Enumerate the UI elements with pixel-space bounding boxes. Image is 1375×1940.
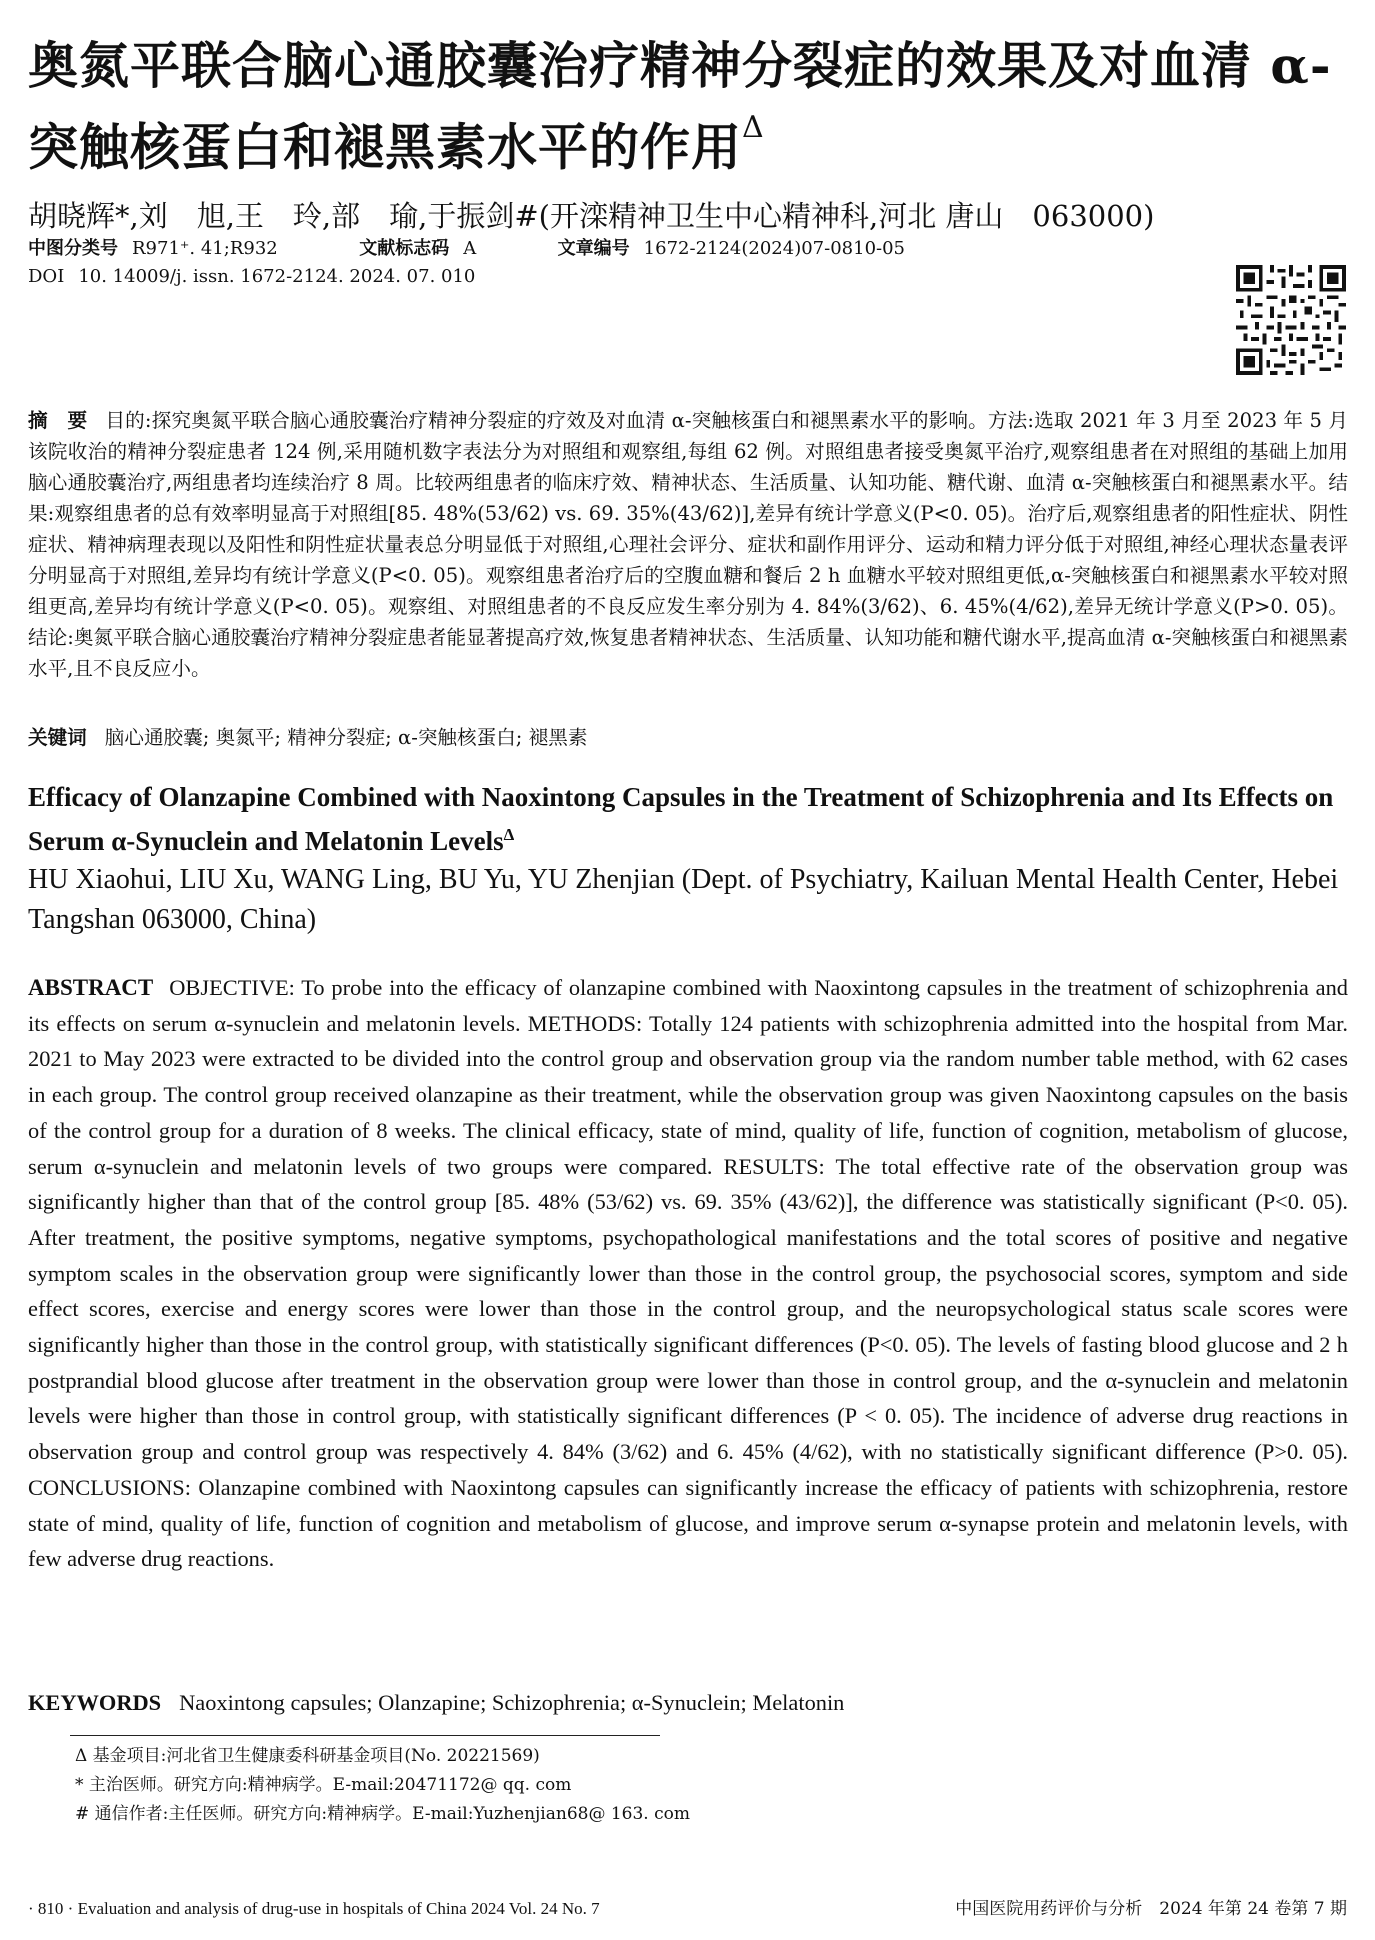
article-number-label: 文章编号 (557, 238, 630, 259)
english-keywords-text: Naoxintong capsules; Olanzapine; Schizophrenia; α-Synuclein; Melatonin (179, 1690, 845, 1715)
article-number-value: 1672-2124(2024)07-0810-05 (643, 238, 906, 259)
chinese-title-text: 奥氮平联合脑心通胶囊治疗精神分裂症的效果及对血清 α-突触核蛋白和褪黑素水平的作用 (28, 36, 1332, 177)
running-footer-right: 中国医院用药评价与分析 2024 年第 24 卷第 7 期 (955, 1899, 1347, 1919)
english-title-fund-mark: Δ (503, 825, 515, 844)
footnotes (75, 1742, 690, 1829)
footnote-corresponding-author: # 通信作者:主任医师。研究方向:精神病学。E-mail:Yuzhenjian68@ 163. com (75, 1804, 690, 1824)
english-abstract (28, 970, 1348, 1577)
english-authors: HU Xiaohui, LIU Xu, WANG Ling, BU Yu, YU Zhenjian (Dept. of Psychiatry, Kailuan Mental Health Center, Hebei Tangshan 063000, China) (28, 864, 1339, 935)
doc-code-label: 文献标志码 (359, 238, 450, 259)
footnote-first-author: * 主治医师。研究方向:精神病学。E-mail:20471172@ qq. com (75, 1775, 572, 1795)
clc-value: R971⁺. 41;R932 (132, 238, 278, 259)
clc-label: 中图分类号 (28, 238, 118, 259)
chinese-keywords-text: 脑心通胶囊; 奥氮平; 精神分裂症; α-突触核蛋白; 褪黑素 (104, 726, 588, 749)
footnote-divider (70, 1735, 660, 1736)
footnote-fund: Δ 基金项目:河北省卫生健康委科研基金项目(No. 20221569) (75, 1746, 540, 1766)
english-title (28, 778, 1348, 860)
chinese-title-fund-mark: Δ (742, 110, 765, 145)
doi-value: 10. 14009/j. issn. 1672-2124. 2024. 07. 010 (78, 266, 476, 287)
english-title-text: Efficacy of Olanzapine Combined with Naoxintong Capsules in the Treatment of Schizophrenia and Its Effects on Serum α-Synuclein and Melatonin Levels (28, 782, 1334, 856)
qr-code-icon (1236, 265, 1346, 375)
article-meta-row (28, 236, 905, 262)
chinese-keywords (28, 722, 587, 753)
doi-label: DOI (28, 266, 65, 287)
doc-code-value: A (463, 238, 477, 259)
english-abstract-text: OBJECTIVE: To probe into the efficacy of olanzapine combined with Naoxintong capsules in the treatment of schizophrenia and its effects on serum α-synuclein and melatonin levels. METHODS: Totally 124 patients with schizophrenia admitted into the hospital from Mar. 2021 to May 2023 were extracted to be divided into the control group and observation group via the random number table method, with 62 cases in each group. The control group received olanzapine as their treatment, while the observation group was given Naoxintong capsules on the basis of the control group for a duration of 8 weeks. The clinical efficacy, state of mind, quality of life, function of cognition, metabolism of glucose, serum α-synuclein and melatonin levels of two groups were compared. RESULTS: The total effective rate of the observation group was significantly higher than that of the control group [85. 48% (53/62) vs. 69. 35% (43/62)], the difference was statistically significant (P<0. 05). After treatment, the positive symptoms, negative symptoms, psychopathological manifestations and the total scores of positive and negative symptom scales in the observation group were significantly lower than those in the control group, the psychosocial scores, symptom and side effect scores, exercise and energy scores were lower than those in the control group, and the neuropsychological status scale scores were significantly higher than those in the control group, with statistically significant differences (P<0. 05). The levels of fasting blood glucose and 2 h postprandial blood glucose after treatment in the observation group were lower than those in control group, and the α-synuclein and melatonin levels were higher than those in control group, with statistically significant differences (P < 0. 05). The incidence of adverse drug reactions in observation group and control group was respectively 4. 84% (3/62) and 6. 45% (4/62), with no statistically significant difference (P>0. 05). CONCLUSIONS: Olanzapine combined with Naoxintong capsules can significantly increase the efficacy of patients with schizophrenia, restore state of mind, quality of life, function of cognition and metabolism of glucose, and improve serum α-synapse protein and melatonin levels, with few adverse drug reactions. (28, 975, 1348, 1572)
chinese-abstract-text: 目的:探究奥氮平联合脑心通胶囊治疗精神分裂症的疗效及对血清 α-突触核蛋白和褪黑素水平的影响。方法:选取 2021 年 3 月至 2023 年 5 月该院收治的精神分裂症患者 124 例,采用随机数字表法分为对照组和观察组,每组 62 例。对照组患者接受奥氮平治疗,观察组患者在对照组的基础上加用脑心通胶囊治疗,两组患者均连续治疗 8 周。比较两组患者的临床疗效、精神状态、生活质量、认知功能、糖代谢、血清 α-突触核蛋白和褪黑素水平。结果:观察组患者的总有效率明显高于对照组[85. 48%(53/62) vs. 69. 35%(43/62)],差异有统计学意义(P<0. 05)。治疗后,观察组患者的阳性症状、阴性症状、精神病理表现以及阳性和阴性症状量表总分明显低于对照组,心理社会评分、症状和副作用评分、运动和精力评分低于对照组,神经心理状态量表评分明显高于对照组,差异均有统计学意义(P<0. 05)。观察组患者治疗后的空腹血糖和餐后 2 h 血糖水平较对照组更低,α-突触核蛋白和褪黑素水平较对照组更高,差异均有统计学意义(P<0. 05)。观察组、对照组患者的不良反应发生率分别为 4. 84%(3/62)、6. 45%(4/62),差异无统计学意义(P>0. 05)。结论:奥氮平联合脑心通胶囊治疗精神分裂症患者能显著提高疗效,恢复患者精神状态、生活质量、认知功能和糖代谢水平,提高血清 α-突触核蛋白和褪黑素水平,且不良反应小。 (28, 409, 1348, 680)
chinese-title (28, 30, 1358, 184)
english-keywords (28, 1686, 844, 1720)
running-footer-left: · 810 · Evaluation and analysis of drug-use in hospitals of China 2024 Vol. 24 No. 7 (28, 1899, 600, 1918)
english-keywords-label: KEYWORDS (28, 1690, 162, 1715)
doi-row (28, 264, 475, 290)
chinese-abstract-label: 摘 要 (28, 409, 88, 432)
english-abstract-label: ABSTRACT (28, 975, 154, 1000)
chinese-abstract (28, 405, 1348, 684)
chinese-keywords-label: 关键词 (28, 726, 87, 749)
chinese-authors: 胡晓辉*,刘 旭,王 玲,部 瑜,于振剑#(开滦精神卫生中心精神科,河北 唐山 063000) (28, 199, 1155, 233)
